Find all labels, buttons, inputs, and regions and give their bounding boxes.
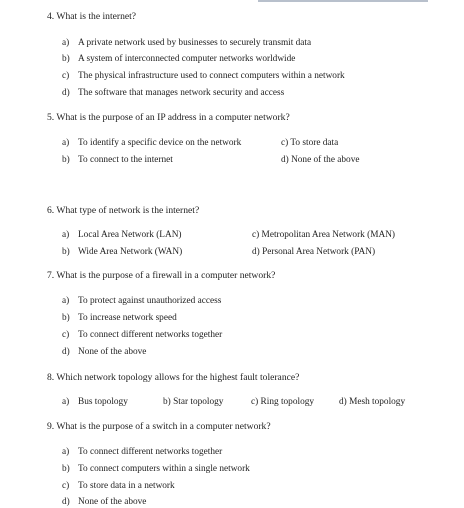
question-4: 4. What is the internet? [47, 11, 137, 22]
question-4-option-d: d) The software that manages network security and access [62, 88, 285, 98]
question-6-option-b: b) Wide Area Network (WAN) [62, 247, 183, 257]
question-5-option-c: c) To store data [281, 138, 339, 148]
question-6-option-c: c) Metropolitan Area Network (MAN) [252, 230, 396, 240]
question-9-option-b: b) To connect computers within a single network [62, 464, 250, 474]
question-8-option-a: a) Bus topology [62, 397, 128, 407]
question-8-option-c: c) Ring topology [251, 397, 315, 407]
question-5-option-a: a) To identify a specific device on the network [62, 138, 242, 148]
question-5-option-b: b) To connect to the internet [62, 155, 173, 165]
question-7-option-d: d) None of the above [62, 347, 147, 357]
question-9-option-d: d) None of the above [62, 497, 147, 507]
question-7-option-a: a) To protect against unauthorized access [62, 296, 222, 306]
question-9-option-c: c) To store data in a network [62, 481, 175, 491]
question-4-option-a: a) A private network used by businesses to securely transmit data [62, 38, 312, 48]
question-9-option-a: a) To connect different networks together [62, 447, 223, 457]
question-8-option-b: b) Star topology [163, 397, 224, 407]
question-7-option-b: b) To increase network speed [62, 313, 177, 323]
top-divider [258, 0, 428, 2]
question-6-option-d: d) Personal Area Network (PAN) [252, 247, 376, 257]
question-4-option-c: c) The physical infrastructure used to connect computers within a network [62, 71, 345, 81]
question-9: 9. What is the purpose of a switch in a computer network? [47, 421, 271, 432]
question-8-option-d: d) Mesh topology [339, 397, 406, 407]
question-8: 8. Which network topology allows for the highest fault tolerance? [47, 372, 300, 383]
question-6: 6. What type of network is the internet? [47, 205, 200, 216]
question-5-option-d: d) None of the above [281, 155, 360, 165]
question-7-option-c: c) To connect different networks together [62, 330, 223, 340]
question-6-option-a: a) Local Area Network (LAN) [62, 230, 182, 240]
question-5: 5. What is the purpose of an IP address in a computer network? [47, 112, 290, 123]
question-4-option-b: b) A system of interconnected computer networks worldwide [62, 54, 296, 64]
question-7: 7. What is the purpose of a firewall in a computer network? [47, 270, 276, 281]
